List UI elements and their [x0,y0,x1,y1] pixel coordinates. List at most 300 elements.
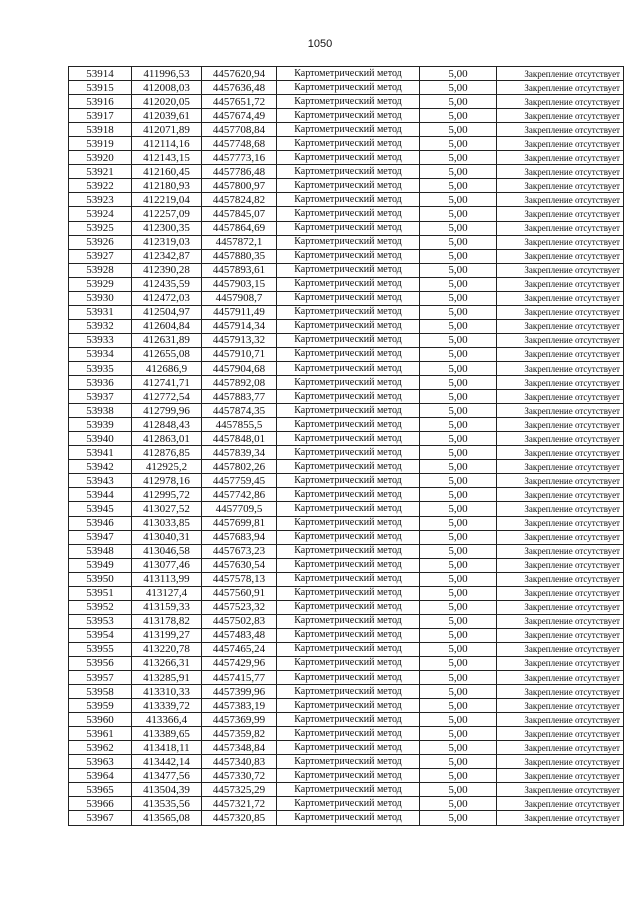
point-number-cell: 53965 [69,783,132,797]
accuracy-cell: 5,00 [420,586,497,600]
point-number-cell: 53925 [69,221,132,235]
x-coordinate-cell: 413046,58 [132,544,202,558]
accuracy-cell: 5,00 [420,502,497,516]
table-row [69,404,624,418]
x-coordinate-cell: 412978,16 [132,474,202,488]
method-cell: Картометрический метод [277,305,420,319]
fixing-description-cell: Закрепление отсутствует [497,685,624,699]
table-row [69,699,624,713]
fixing-description-cell: Закрепление отсутствует [497,628,624,642]
x-coordinate-cell: 412686,9 [132,361,202,375]
x-coordinate-cell: 412604,84 [132,319,202,333]
method-cell: Картометрический метод [277,755,420,769]
accuracy-cell: 5,00 [420,628,497,642]
y-coordinate-cell: 4457914,34 [202,319,277,333]
point-number-cell: 53962 [69,741,132,755]
table-row [69,656,624,670]
accuracy-cell: 5,00 [420,333,497,347]
method-cell: Картометрический метод [277,741,420,755]
method-cell: Картометрический метод [277,137,420,151]
x-coordinate-cell: 412300,35 [132,221,202,235]
point-number-cell: 53938 [69,404,132,418]
accuracy-cell: 5,00 [420,755,497,769]
y-coordinate-cell: 4457802,26 [202,460,277,474]
method-cell: Картометрический метод [277,347,420,361]
x-coordinate-cell: 412143,15 [132,151,202,165]
fixing-description-cell: Закрепление отсутствует [497,642,624,656]
x-coordinate-cell: 413077,46 [132,558,202,572]
fixing-description-cell: Закрепление отсутствует [497,67,624,81]
method-cell: Картометрический метод [277,769,420,783]
fixing-description-cell: Закрепление отсутствует [497,193,624,207]
point-number-cell: 53923 [69,193,132,207]
method-cell: Картометрический метод [277,123,420,137]
x-coordinate-cell: 412071,89 [132,123,202,137]
table-row [69,235,624,249]
y-coordinate-cell: 4457883,77 [202,390,277,404]
method-cell: Картометрический метод [277,81,420,95]
y-coordinate-cell: 4457773,16 [202,151,277,165]
method-cell: Картометрический метод [277,671,420,685]
point-number-cell: 53954 [69,628,132,642]
table-row [69,277,624,291]
point-number-cell: 53924 [69,207,132,221]
y-coordinate-cell: 4457630,54 [202,558,277,572]
method-cell: Картометрический метод [277,811,420,825]
x-coordinate-cell: 412435,59 [132,277,202,291]
accuracy-cell: 5,00 [420,741,497,755]
point-number-cell: 53936 [69,376,132,390]
accuracy-cell: 5,00 [420,544,497,558]
accuracy-cell: 5,00 [420,432,497,446]
fixing-description-cell: Закрепление отсутствует [497,727,624,741]
y-coordinate-cell: 4457855,5 [202,418,277,432]
fixing-description-cell: Закрепление отсутствует [497,95,624,109]
y-coordinate-cell: 4457348,84 [202,741,277,755]
table-row [69,319,624,333]
fixing-description-cell: Закрепление отсутствует [497,235,624,249]
point-number-cell: 53933 [69,333,132,347]
method-cell: Картометрический метод [277,277,420,291]
y-coordinate-cell: 4457845,07 [202,207,277,221]
y-coordinate-cell: 4457708,84 [202,123,277,137]
fixing-description-cell: Закрепление отсутствует [497,291,624,305]
point-number-cell: 53939 [69,418,132,432]
table-row [69,628,624,642]
table-row [69,109,624,123]
method-cell: Картометрический метод [277,530,420,544]
method-cell: Картометрический метод [277,376,420,390]
x-coordinate-cell: 413159,33 [132,600,202,614]
x-coordinate-cell: 412020,05 [132,95,202,109]
fixing-description-cell: Закрепление отсутствует [497,109,624,123]
x-coordinate-cell: 412219,04 [132,193,202,207]
table-row [69,797,624,811]
table-row [69,769,624,783]
point-number-cell: 53943 [69,474,132,488]
fixing-description-cell: Закрепление отсутствует [497,165,624,179]
accuracy-cell: 5,00 [420,699,497,713]
x-coordinate-cell: 413040,31 [132,530,202,544]
x-coordinate-cell: 413266,31 [132,656,202,670]
accuracy-cell: 5,00 [420,277,497,291]
y-coordinate-cell: 4457904,68 [202,361,277,375]
y-coordinate-cell: 4457910,71 [202,347,277,361]
method-cell: Картометрический метод [277,291,420,305]
accuracy-cell: 5,00 [420,474,497,488]
table-row [69,755,624,769]
x-coordinate-cell: 413442,14 [132,755,202,769]
x-coordinate-cell: 412180,93 [132,179,202,193]
fixing-description-cell: Закрепление отсутствует [497,755,624,769]
y-coordinate-cell: 4457872,1 [202,235,277,249]
y-coordinate-cell: 4457320,85 [202,811,277,825]
point-number-cell: 53919 [69,137,132,151]
coordinates-table [68,66,624,826]
accuracy-cell: 5,00 [420,305,497,319]
y-coordinate-cell: 4457839,34 [202,446,277,460]
method-cell: Картометрический метод [277,474,420,488]
x-coordinate-cell: 412799,96 [132,404,202,418]
y-coordinate-cell: 4457893,61 [202,263,277,277]
x-coordinate-cell: 413220,78 [132,642,202,656]
method-cell: Картометрический метод [277,642,420,656]
accuracy-cell: 5,00 [420,727,497,741]
x-coordinate-cell: 412390,28 [132,263,202,277]
method-cell: Картометрический метод [277,319,420,333]
table-row [69,376,624,390]
x-coordinate-cell: 412342,87 [132,249,202,263]
fixing-description-cell: Закрепление отсутствует [497,488,624,502]
accuracy-cell: 5,00 [420,642,497,656]
x-coordinate-cell: 413127,4 [132,586,202,600]
x-coordinate-cell: 412876,85 [132,446,202,460]
point-number-cell: 53948 [69,544,132,558]
point-number-cell: 53952 [69,600,132,614]
point-number-cell: 53927 [69,249,132,263]
fixing-description-cell: Закрепление отсутствует [497,151,624,165]
accuracy-cell: 5,00 [420,137,497,151]
point-number-cell: 53944 [69,488,132,502]
fixing-description-cell: Закрепление отсутствует [497,81,624,95]
fixing-description-cell: Закрепление отсутствует [497,207,624,221]
y-coordinate-cell: 4457911,49 [202,305,277,319]
method-cell: Картометрический метод [277,460,420,474]
y-coordinate-cell: 4457620,94 [202,67,277,81]
point-number-cell: 53935 [69,361,132,375]
method-cell: Картометрический метод [277,432,420,446]
x-coordinate-cell: 413027,52 [132,502,202,516]
x-coordinate-cell: 413113,99 [132,572,202,586]
y-coordinate-cell: 4457742,86 [202,488,277,502]
method-cell: Картометрический метод [277,333,420,347]
x-coordinate-cell: 413310,33 [132,685,202,699]
y-coordinate-cell: 4457651,72 [202,95,277,109]
point-number-cell: 53921 [69,165,132,179]
point-number-cell: 53961 [69,727,132,741]
table-row [69,390,624,404]
fixing-description-cell: Закрепление отсутствует [497,558,624,572]
table-row [69,614,624,628]
accuracy-cell: 5,00 [420,319,497,333]
table-row [69,530,624,544]
table-row [69,741,624,755]
x-coordinate-cell: 412925,2 [132,460,202,474]
accuracy-cell: 5,00 [420,263,497,277]
y-coordinate-cell: 4457359,82 [202,727,277,741]
method-cell: Картометрический метод [277,699,420,713]
accuracy-cell: 5,00 [420,797,497,811]
table-row [69,544,624,558]
x-coordinate-cell: 413199,27 [132,628,202,642]
table-row [69,67,624,81]
table-row [69,460,624,474]
point-number-cell: 53928 [69,263,132,277]
method-cell: Картометрический метод [277,586,420,600]
y-coordinate-cell: 4457864,69 [202,221,277,235]
method-cell: Картометрический метод [277,544,420,558]
method-cell: Картометрический метод [277,572,420,586]
method-cell: Картометрический метод [277,446,420,460]
accuracy-cell: 5,00 [420,446,497,460]
accuracy-cell: 5,00 [420,123,497,137]
point-number-cell: 53966 [69,797,132,811]
accuracy-cell: 5,00 [420,600,497,614]
fixing-description-cell: Закрепление отсутствует [497,418,624,432]
method-cell: Картометрический метод [277,235,420,249]
accuracy-cell: 5,00 [420,488,497,502]
x-coordinate-cell: 412848,43 [132,418,202,432]
accuracy-cell: 5,00 [420,713,497,727]
point-number-cell: 53916 [69,95,132,109]
fixing-description-cell: Закрепление отсутствует [497,797,624,811]
point-number-cell: 53937 [69,390,132,404]
table-row [69,291,624,305]
table-row [69,558,624,572]
point-number-cell: 53922 [69,179,132,193]
y-coordinate-cell: 4457325,29 [202,783,277,797]
method-cell: Картометрический метод [277,109,420,123]
table-row [69,361,624,375]
x-coordinate-cell: 412114,16 [132,137,202,151]
table-row [69,95,624,109]
point-number-cell: 53951 [69,586,132,600]
fixing-description-cell: Закрепление отсутствует [497,446,624,460]
method-cell: Картометрический метод [277,727,420,741]
point-number-cell: 53914 [69,67,132,81]
point-number-cell: 53917 [69,109,132,123]
x-coordinate-cell: 411996,53 [132,67,202,81]
accuracy-cell: 5,00 [420,783,497,797]
table-row [69,572,624,586]
y-coordinate-cell: 4457340,83 [202,755,277,769]
method-cell: Картометрический метод [277,67,420,81]
method-cell: Картометрический метод [277,263,420,277]
accuracy-cell: 5,00 [420,81,497,95]
fixing-description-cell: Закрепление отсутствует [497,305,624,319]
table-row [69,221,624,235]
method-cell: Картометрический метод [277,418,420,432]
fixing-description-cell: Закрепление отсутствует [497,347,624,361]
method-cell: Картометрический метод [277,404,420,418]
table-row [69,474,624,488]
accuracy-cell: 5,00 [420,361,497,375]
x-coordinate-cell: 412008,03 [132,81,202,95]
accuracy-cell: 5,00 [420,221,497,235]
accuracy-cell: 5,00 [420,572,497,586]
method-cell: Картометрический метод [277,502,420,516]
point-number-cell: 53956 [69,656,132,670]
fixing-description-cell: Закрепление отсутствует [497,221,624,235]
x-coordinate-cell: 413389,65 [132,727,202,741]
fixing-description-cell: Закрепление отсутствует [497,699,624,713]
table-row [69,151,624,165]
fixing-description-cell: Закрепление отсутствует [497,586,624,600]
x-coordinate-cell: 412504,97 [132,305,202,319]
method-cell: Картометрический метод [277,193,420,207]
fixing-description-cell: Закрепление отсутствует [497,769,624,783]
point-number-cell: 53934 [69,347,132,361]
y-coordinate-cell: 4457465,24 [202,642,277,656]
y-coordinate-cell: 4457699,81 [202,516,277,530]
point-number-cell: 53946 [69,516,132,530]
fixing-description-cell: Закрепление отсутствует [497,361,624,375]
table-row [69,165,624,179]
fixing-description-cell: Закрепление отсутствует [497,530,624,544]
accuracy-cell: 5,00 [420,235,497,249]
point-number-cell: 53964 [69,769,132,783]
fixing-description-cell: Закрепление отсутствует [497,404,624,418]
fixing-description-cell: Закрепление отсутствует [497,783,624,797]
point-number-cell: 53958 [69,685,132,699]
table-row [69,600,624,614]
x-coordinate-cell: 412772,54 [132,390,202,404]
y-coordinate-cell: 4457578,13 [202,572,277,586]
point-number-cell: 53920 [69,151,132,165]
x-coordinate-cell: 413285,91 [132,671,202,685]
accuracy-cell: 5,00 [420,95,497,109]
point-number-cell: 53953 [69,614,132,628]
point-number-cell: 53955 [69,642,132,656]
accuracy-cell: 5,00 [420,347,497,361]
y-coordinate-cell: 4457892,08 [202,376,277,390]
method-cell: Картометрический метод [277,685,420,699]
accuracy-cell: 5,00 [420,390,497,404]
point-number-cell: 53931 [69,305,132,319]
point-number-cell: 53959 [69,699,132,713]
method-cell: Картометрический метод [277,628,420,642]
point-number-cell: 53929 [69,277,132,291]
table-row [69,137,624,151]
fixing-description-cell: Закрепление отсутствует [497,544,624,558]
method-cell: Картометрический метод [277,165,420,179]
fixing-description-cell: Закрепление отсутствует [497,656,624,670]
y-coordinate-cell: 4457903,15 [202,277,277,291]
fixing-description-cell: Закрепление отсутствует [497,460,624,474]
point-number-cell: 53915 [69,81,132,95]
fixing-description-cell: Закрепление отсутствует [497,249,624,263]
x-coordinate-cell: 413418,11 [132,741,202,755]
table-row [69,783,624,797]
table-row [69,347,624,361]
x-coordinate-cell: 412741,71 [132,376,202,390]
y-coordinate-cell: 4457330,72 [202,769,277,783]
method-cell: Картометрический метод [277,558,420,572]
y-coordinate-cell: 4457399,96 [202,685,277,699]
accuracy-cell: 5,00 [420,614,497,628]
fixing-description-cell: Закрепление отсутствует [497,333,624,347]
y-coordinate-cell: 4457874,35 [202,404,277,418]
y-coordinate-cell: 4457824,82 [202,193,277,207]
accuracy-cell: 5,00 [420,179,497,193]
x-coordinate-cell: 413366,4 [132,713,202,727]
y-coordinate-cell: 4457880,35 [202,249,277,263]
y-coordinate-cell: 4457636,48 [202,81,277,95]
x-coordinate-cell: 412319,03 [132,235,202,249]
y-coordinate-cell: 4457908,7 [202,291,277,305]
point-number-cell: 53932 [69,319,132,333]
table-row [69,811,624,825]
method-cell: Картометрический метод [277,656,420,670]
x-coordinate-cell: 412472,03 [132,291,202,305]
y-coordinate-cell: 4457483,48 [202,628,277,642]
x-coordinate-cell: 412863,01 [132,432,202,446]
page-number: 1050 [307,38,333,50]
fixing-description-cell: Закрепление отсутствует [497,671,624,685]
y-coordinate-cell: 4457683,94 [202,530,277,544]
fixing-description-cell: Закрепление отсутствует [497,137,624,151]
table-row [69,123,624,137]
accuracy-cell: 5,00 [420,376,497,390]
method-cell: Картометрический метод [277,516,420,530]
y-coordinate-cell: 4457759,45 [202,474,277,488]
fixing-description-cell: Закрепление отсутствует [497,123,624,137]
accuracy-cell: 5,00 [420,165,497,179]
accuracy-cell: 5,00 [420,109,497,123]
table-row [69,642,624,656]
y-coordinate-cell: 4457383,19 [202,699,277,713]
fixing-description-cell: Закрепление отсутствует [497,376,624,390]
table-row [69,586,624,600]
x-coordinate-cell: 413504,39 [132,783,202,797]
x-coordinate-cell: 413535,56 [132,797,202,811]
table-row [69,333,624,347]
method-cell: Картометрический метод [277,783,420,797]
y-coordinate-cell: 4457913,32 [202,333,277,347]
y-coordinate-cell: 4457523,32 [202,600,277,614]
x-coordinate-cell: 413033,85 [132,516,202,530]
point-number-cell: 53967 [69,811,132,825]
x-coordinate-cell: 412160,45 [132,165,202,179]
point-number-cell: 53918 [69,123,132,137]
point-number-cell: 53940 [69,432,132,446]
x-coordinate-cell: 412039,61 [132,109,202,123]
x-coordinate-cell: 413477,56 [132,769,202,783]
y-coordinate-cell: 4457748,68 [202,137,277,151]
fixing-description-cell: Закрепление отсутствует [497,277,624,291]
point-number-cell: 53960 [69,713,132,727]
accuracy-cell: 5,00 [420,418,497,432]
table-row [69,81,624,95]
x-coordinate-cell: 412631,89 [132,333,202,347]
y-coordinate-cell: 4457848,01 [202,432,277,446]
point-number-cell: 53926 [69,235,132,249]
method-cell: Картометрический метод [277,713,420,727]
method-cell: Картометрический метод [277,207,420,221]
y-coordinate-cell: 4457674,49 [202,109,277,123]
accuracy-cell: 5,00 [420,811,497,825]
fixing-description-cell: Закрепление отсутствует [497,741,624,755]
